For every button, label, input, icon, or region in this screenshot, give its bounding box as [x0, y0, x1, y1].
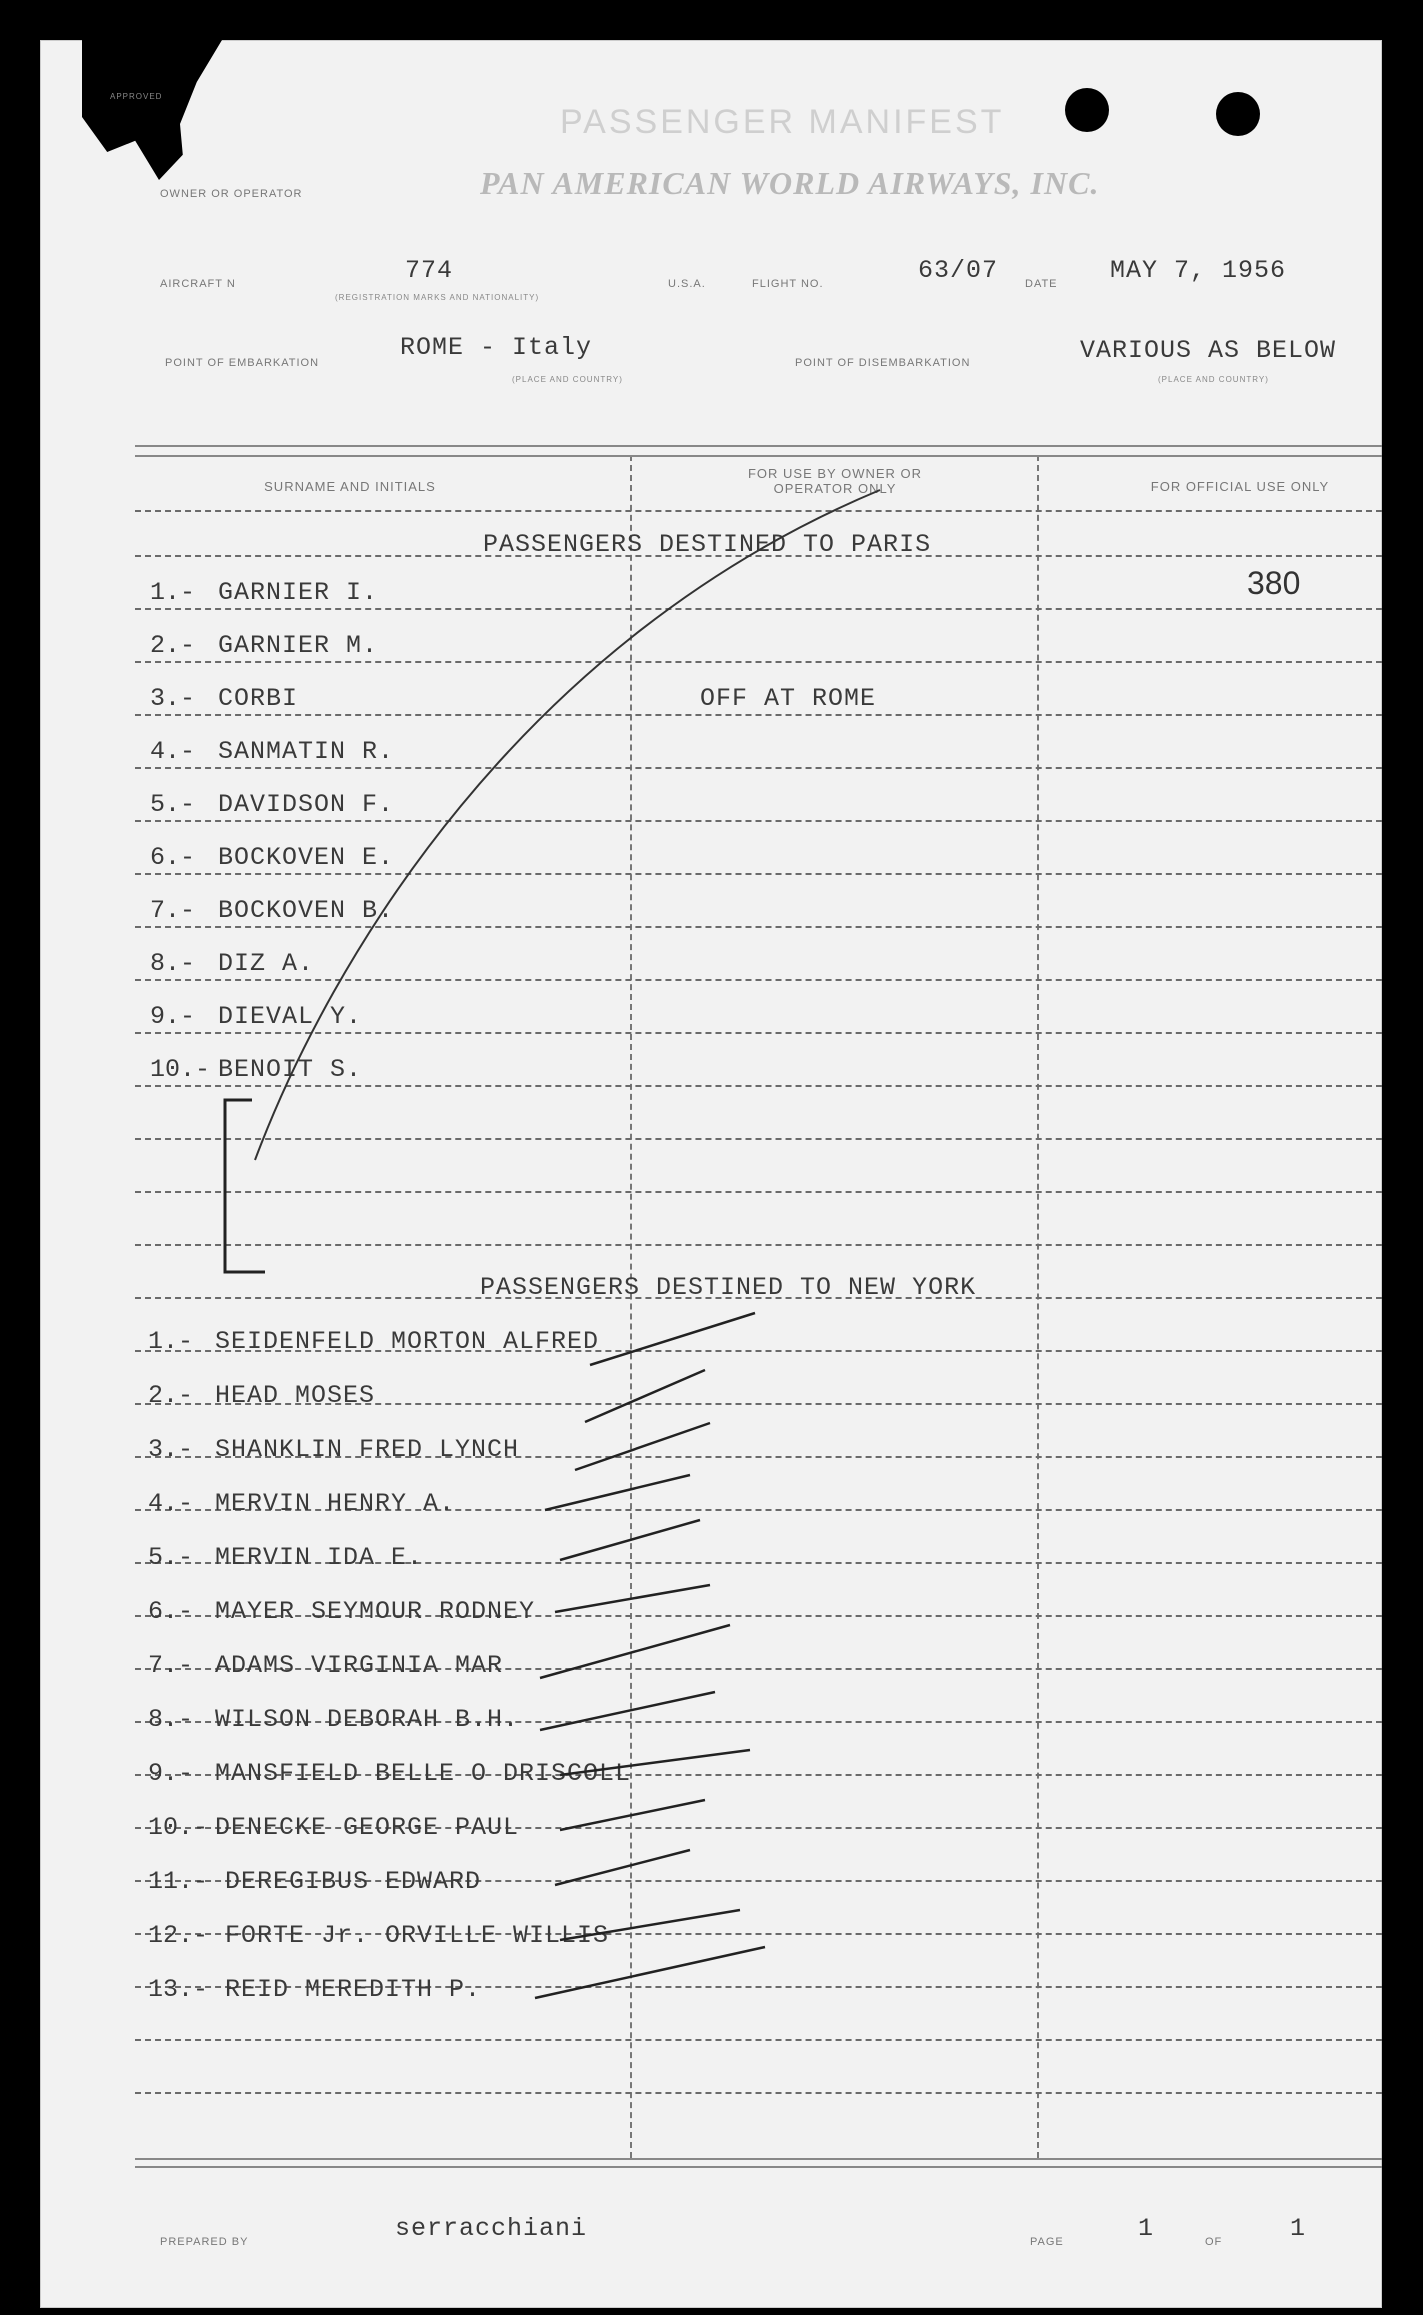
passenger-name: SANMATIN R.	[218, 737, 395, 766]
embark-label: POINT OF EMBARKATION	[165, 357, 320, 369]
passenger-name: DIZ A.	[218, 949, 315, 978]
pen-arc-mark	[255, 490, 880, 1160]
row-number: 6.-	[148, 1597, 194, 1626]
of-label: OF	[1205, 2236, 1223, 2248]
passenger-name: DEREGIBUS EDWARD	[225, 1867, 482, 1896]
passenger-name: GARNIER M.	[218, 631, 379, 660]
row-number: 8.-	[148, 1705, 194, 1734]
disembark-label: POINT OF DISEMBARKATION	[795, 357, 971, 369]
row-number: 12.-	[148, 1921, 209, 1950]
flight-value: 63/07	[918, 256, 999, 285]
disembark-value: VARIOUS AS BELOW	[1080, 336, 1337, 365]
checkmarks	[535, 1313, 765, 1998]
passenger-name: BOCKOVEN E.	[218, 843, 395, 872]
bracket-mark	[225, 1100, 265, 1272]
row-number: 3.-	[150, 684, 196, 713]
passenger-name: HEAD MOSES	[215, 1381, 376, 1410]
row-number: 11.-	[148, 1867, 209, 1896]
row-number: 2.-	[150, 631, 196, 660]
date-value: MAY 7, 1956	[1110, 256, 1287, 285]
flight-label: FLIGHT NO.	[752, 278, 824, 290]
passenger-name: MERVIN HENRY A.	[215, 1489, 456, 1518]
corner-stamp: APPROVED	[110, 92, 163, 101]
row-number: 7.-	[150, 896, 196, 925]
passenger-name: DAVIDSON F.	[218, 790, 395, 819]
passenger-name: WILSON DEBORAH B.H.	[215, 1705, 520, 1734]
row-number: 1.-	[148, 1327, 194, 1356]
page-value: 1	[1138, 2214, 1155, 2243]
row-number: 3.-	[148, 1435, 194, 1464]
aircraft-value: 774	[405, 256, 454, 285]
passenger-name: CORBI	[218, 684, 299, 713]
passenger-name: DIEVAL Y.	[218, 1002, 363, 1031]
row-number: 4.-	[150, 737, 196, 766]
col-official-use: FOR OFFICIAL USE ONLY	[1150, 479, 1330, 494]
row-number: 5.-	[150, 790, 196, 819]
row-number: 10.-	[148, 1813, 209, 1842]
passenger-name: SHANKLIN FRED LYNCH	[215, 1435, 520, 1464]
passenger-name: GARNIER I.	[218, 578, 379, 607]
passenger-name: REID MEREDITH P.	[225, 1975, 482, 2004]
disembark-caption: (PLACE AND COUNTRY)	[1158, 375, 1269, 384]
passenger-name: MANSFIELD BELLE O DRISCOLL	[215, 1759, 632, 1788]
row-number: 13.-	[148, 1975, 209, 2004]
page-label: PAGE	[1030, 2236, 1064, 2248]
row-number: 8.-	[150, 949, 196, 978]
row-number: 10.-	[150, 1055, 211, 1084]
row-number: 7.-	[148, 1651, 194, 1680]
col-owner-use: FOR USE BY OWNER OR OPERATOR ONLY	[747, 466, 923, 496]
of-value: 1	[1290, 2214, 1307, 2243]
form-title: PASSENGER MANIFEST	[560, 103, 1005, 141]
carrier-name: PAN AMERICAN WORLD AIRWAYS, INC.	[480, 165, 1100, 201]
usa-label: U.S.A.	[668, 278, 706, 290]
aircraft-caption: (REGISTRATION MARKS AND NATIONALITY)	[335, 293, 540, 302]
date-label: DATE	[1025, 278, 1058, 290]
passenger-name: ADAMS VIRGINIA MAR	[215, 1651, 504, 1680]
passenger-name: DENECKE GEORGE PAUL	[215, 1813, 520, 1842]
col-surname: SURNAME AND INITIALS	[264, 479, 436, 494]
row-number: 6.-	[150, 843, 196, 872]
paris-heading: PASSENGERS DESTINED TO PARIS	[483, 530, 932, 559]
embark-caption: (PLACE AND COUNTRY)	[512, 375, 623, 384]
prepared-value: serracchiani	[395, 2214, 588, 2243]
passenger-name: BENOIT S.	[218, 1055, 363, 1084]
passenger-name: BOCKOVEN B.	[218, 896, 395, 925]
owner-label: OWNER OR OPERATOR	[160, 188, 303, 200]
passenger-name: SEIDENFELD MORTON ALFRED	[215, 1327, 600, 1356]
row-number: 1.-	[150, 578, 196, 607]
embark-value: ROME - Italy	[400, 333, 593, 362]
row-number: 4.-	[148, 1489, 194, 1518]
passenger-name: FORTE Jr. ORVILLE WILLIS	[225, 1921, 610, 1950]
row-number: 2.-	[148, 1381, 194, 1410]
row-number: 9.-	[148, 1759, 194, 1788]
owner-note: OFF AT ROME	[700, 684, 877, 713]
row-number: 9.-	[150, 1002, 196, 1031]
passenger-name: MERVIN IDA E.	[215, 1543, 424, 1572]
aircraft-label: AIRCRAFT N	[160, 278, 236, 290]
newyork-heading: PASSENGERS DESTINED TO NEW YORK	[480, 1273, 977, 1302]
row-number: 5.-	[148, 1543, 194, 1572]
prepared-label: PREPARED BY	[160, 2236, 249, 2248]
passenger-name: MAYER SEYMOUR RODNEY	[215, 1597, 536, 1626]
official-number: 380	[1247, 565, 1301, 601]
